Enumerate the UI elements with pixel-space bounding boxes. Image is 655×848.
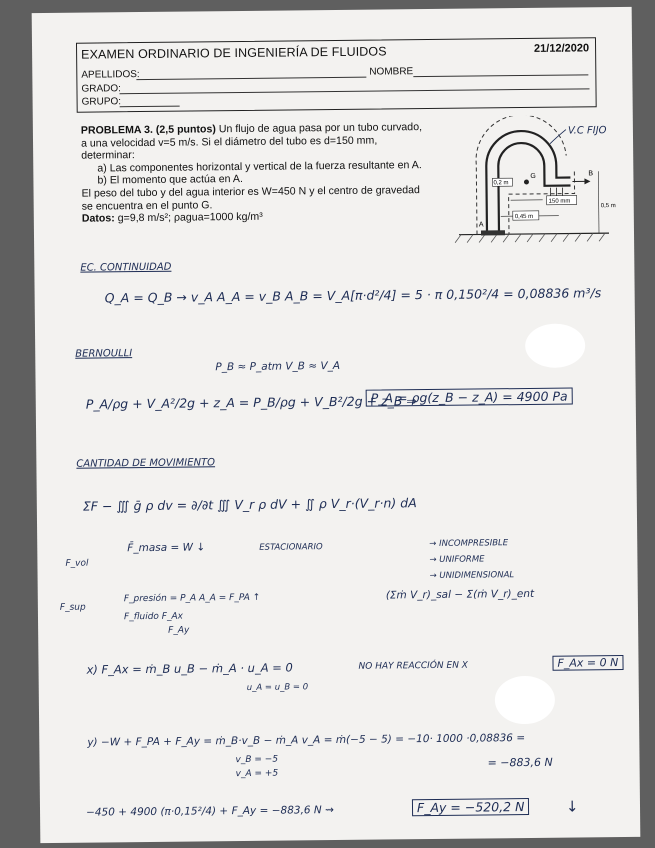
f-fluido: F_fluido F_Ax [123,611,183,623]
momentum-uniforme: → UNIFORME [429,554,485,566]
grupo-label: GRUPO: [81,96,122,108]
grado-label: GRADO: [81,83,121,95]
nombre-label: NOMBRE [369,66,414,78]
continuity-title: EC. CONTINUIDAD [80,261,172,274]
bernoulli-result: P_A = ρg(z_B − z_A) = 4900 Pa [366,388,573,407]
problem-item-b: b) El momento que actúa en A. [97,173,243,187]
eq-y-vb: v_B = −5 [235,754,279,766]
eq-x: x) F_Ax = ṁ_B u_B − ṁ_A · u_A = 0 [86,660,293,677]
exam-title: EXAMEN ORDINARIO DE INGENIERÍA DE FLUIDOS [81,44,387,62]
exam-header [76,37,597,112]
redaction-blob [525,323,585,368]
problem-weight: El peso del tubo y del agua interior es W=450 N y el centro de gravedad se encuentra en el punto G. [81,184,420,213]
continuity-equation: Q_A = Q_B → v_A A_A = v_B A_B = V_A[π·d²/4] = 5 · π 0,150²/4 = 0,08836 m³/s [104,285,602,306]
eq-final-result: F_Ay = −520,2 N [412,798,530,816]
redaction-blob [495,676,555,725]
vc-label: V.C FIJO [567,125,607,137]
problem-heading: PROBLEMA 3. (2,5 puntos) [80,123,216,137]
down-arrow-icon: ↓ [565,797,579,816]
f-vol-label: F_vol [65,558,89,569]
f-presion: F_presión = P_A A_A = F_PA ↑ [123,592,261,605]
eq-x-note: u_A = u_B = 0 [246,682,309,693]
momentum-unidimensional: → UNIDIMENSIONAL [429,570,515,582]
svg-text:0,45 m: 0,45 m [514,213,534,221]
svg-text:B: B [588,170,594,178]
eq-x-text: NO HAY REACCIÓN EN X [358,660,468,672]
momentum-sum: (Σṁ V_r)_sal − Σ(ṁ V_r)_ent [385,587,535,602]
apellidos-field[interactable] [136,68,366,80]
f-ay: F_Ay [168,625,190,636]
momentum-title: CANTIDAD DE MOVIMIENTO [76,457,216,470]
momentum-equation: ΣF − ∭ ḡ ρ dv = ∂/∂t ∭ V_r ρ dV + ∬ ρ V_r·(V_r·n) dA [82,495,417,514]
svg-text:A: A [478,221,484,229]
apellidos-label: APELLIDOS: [81,69,140,81]
svg-text:150 mm: 150 mm [548,198,571,205]
problem-statement [81,121,427,225]
eq-y-va: v_A = +5 [235,768,279,780]
svg-text:0,2 m: 0,2 m [493,180,509,187]
momentum-fmasa: F̄_masa = W ↓ [127,541,206,555]
momentum-estacionario: ESTACIONARIO [259,542,323,553]
svg-text:0,5 m: 0,5 m [600,203,616,210]
eq-y: y) −W + F_PA + F_Ay = ṁ_B·v_B − ṁ_A v_A = ṁ(−5 − 5) = −10· 1000 ·0,08836 = [87,732,526,749]
momentum-incompresible: → INCOMPRESIBLE [429,538,509,550]
bernoulli-equation: P_A/ρg + V_A²/2g + z_A = P_B/ρg + V_B²/2g + z_B ⇒ [85,393,417,412]
bernoulli-note: P_B ≈ P_atm V_B ≈ V_A [215,359,341,374]
eq-x-result: F_Ax = 0 N [552,655,623,671]
grupo-field[interactable] [120,97,180,108]
eq-y-continued: = −883,6 N [487,755,553,770]
problem-data: Datos: g=9,8 m/s²; ρagua=1000 kg/m³ [81,210,263,225]
svg-text:G: G [530,172,536,180]
exam-date: 21/12/2020 [533,42,590,55]
eq-final: −450 + 4900 (π·0,15²/4) + F_Ay = −883,6 N ⇝ [85,804,334,819]
problem-item-a: a) Las componentes horizontal y vertical de la fuerza resultante en A. [97,158,422,175]
bent-pipe-figure [438,115,624,257]
exam-page [32,7,641,843]
bernoulli-title: BERNOULLI [75,348,133,360]
problem-intro: PROBLEMA 3. (2,5 puntos) Un flujo de agua pasa por un tubo curvado, a una velocidad v=5 m/s. Si el diámetro del tubo es d=150 mm, determinar: [80,121,423,162]
f-sup-label: F_sup [59,602,86,613]
nombre-field[interactable] [413,65,588,77]
